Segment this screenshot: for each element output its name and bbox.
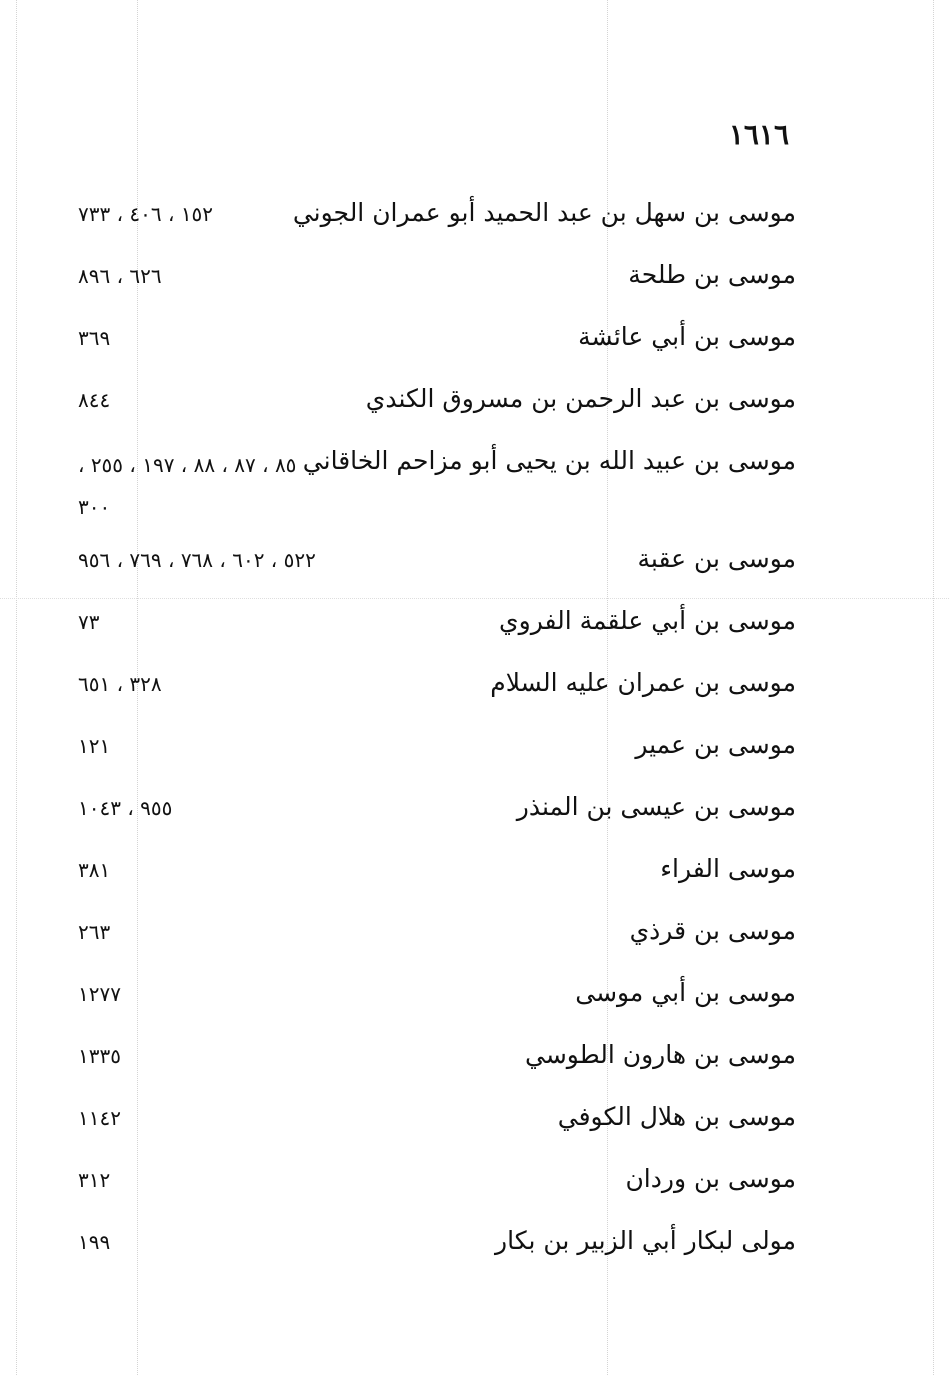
entry-page-refs: ١٢٧٧	[78, 982, 121, 1006]
index-entry	[78, 536, 796, 598]
entry-name: موسى بن عيسى بن المنذر	[516, 792, 796, 821]
entry-name: موسى بن عبد الرحمن بن مسروق الكندي	[365, 384, 796, 413]
index-entry	[78, 846, 796, 908]
entry-page-refs: ١٥٢ ، ٤٠٦ ، ٧٣٣	[78, 202, 214, 226]
entry-name: موسى بن هلال الكوفي	[557, 1102, 796, 1131]
entry-name: موسى بن أبي موسى	[575, 978, 796, 1007]
index-entry	[78, 376, 796, 438]
entry-page-refs: ٩٥٥ ، ١٠٤٣	[78, 796, 173, 820]
index-entry	[78, 722, 796, 784]
entry-name: موسى بن عمير	[635, 730, 796, 759]
index-entry	[78, 314, 796, 376]
index-entry	[78, 1218, 796, 1280]
entry-name: موسى بن قرذي	[629, 916, 796, 945]
entry-page-refs: ١٩٩	[78, 1230, 111, 1254]
entry-name: موسى بن هارون الطوسي	[525, 1040, 796, 1069]
entry-name: موسى بن طلحة	[628, 260, 796, 289]
entry-name: موسى بن عمران عليه السلام	[490, 668, 796, 697]
index-entries	[78, 190, 796, 1280]
entry-page-refs: ٧٣	[78, 610, 100, 634]
page-number: ١٦١٦	[728, 118, 789, 151]
index-entry	[78, 1156, 796, 1218]
entry-name: موسى بن أبي علقمة الفروي	[499, 606, 796, 635]
entry-page-refs: ٦٢٦ ، ٨٩٦	[78, 264, 162, 288]
entry-page-refs: ٥٢٢ ، ٦٠٢ ، ٧٦٨ ، ٧٦٩ ، ٩٥٦	[78, 548, 316, 572]
index-entry	[78, 908, 796, 970]
entry-name: مولى لبكار أبي الزبير بن بكار	[495, 1226, 796, 1255]
index-entry	[78, 970, 796, 1032]
entry-page-refs: ١١٤٢	[78, 1106, 121, 1130]
index-entry	[78, 784, 796, 846]
index-entry	[78, 1032, 796, 1094]
scan-guide-line	[16, 0, 17, 1375]
entry-page-refs: ٣٢٨ ، ٦٥١	[78, 672, 162, 696]
entry-name: موسى بن وردان	[625, 1164, 796, 1193]
entry-page-refs: ١٣٣٥	[78, 1044, 121, 1068]
index-entry	[78, 660, 796, 722]
entry-name: موسى بن عبيد الله بن يحيى أبو مزاحم الخاقاني	[302, 446, 796, 475]
entry-page-refs: ١٢١	[78, 734, 111, 758]
entry-name: موسى بن سهل بن عبد الحميد أبو عمران الجوني	[292, 198, 796, 227]
entry-page-refs: ٣١٢	[78, 1168, 111, 1192]
index-entry	[78, 598, 796, 660]
index-entry	[78, 438, 796, 536]
entry-page-refs: ٨٥ ، ٨٧ ، ٨٨ ، ١٩٧ ، ٢٥٥ ، ٣٠٠	[78, 453, 297, 519]
entry-page-refs: ٢٦٣	[78, 920, 111, 944]
index-entry	[78, 252, 796, 314]
index-entry	[78, 190, 796, 252]
entry-page-refs: ٨٤٤	[78, 388, 111, 412]
entry-name: موسى الفراء	[660, 854, 796, 883]
entry-name: موسى بن أبي عائشة	[578, 322, 796, 351]
entry-page-refs: ٣٨١	[78, 858, 111, 882]
entry-page-refs: ٣٦٩	[78, 326, 111, 350]
entry-name: موسى بن عقبة	[637, 544, 796, 573]
scan-guide-line	[933, 0, 934, 1375]
index-entry	[78, 1094, 796, 1156]
